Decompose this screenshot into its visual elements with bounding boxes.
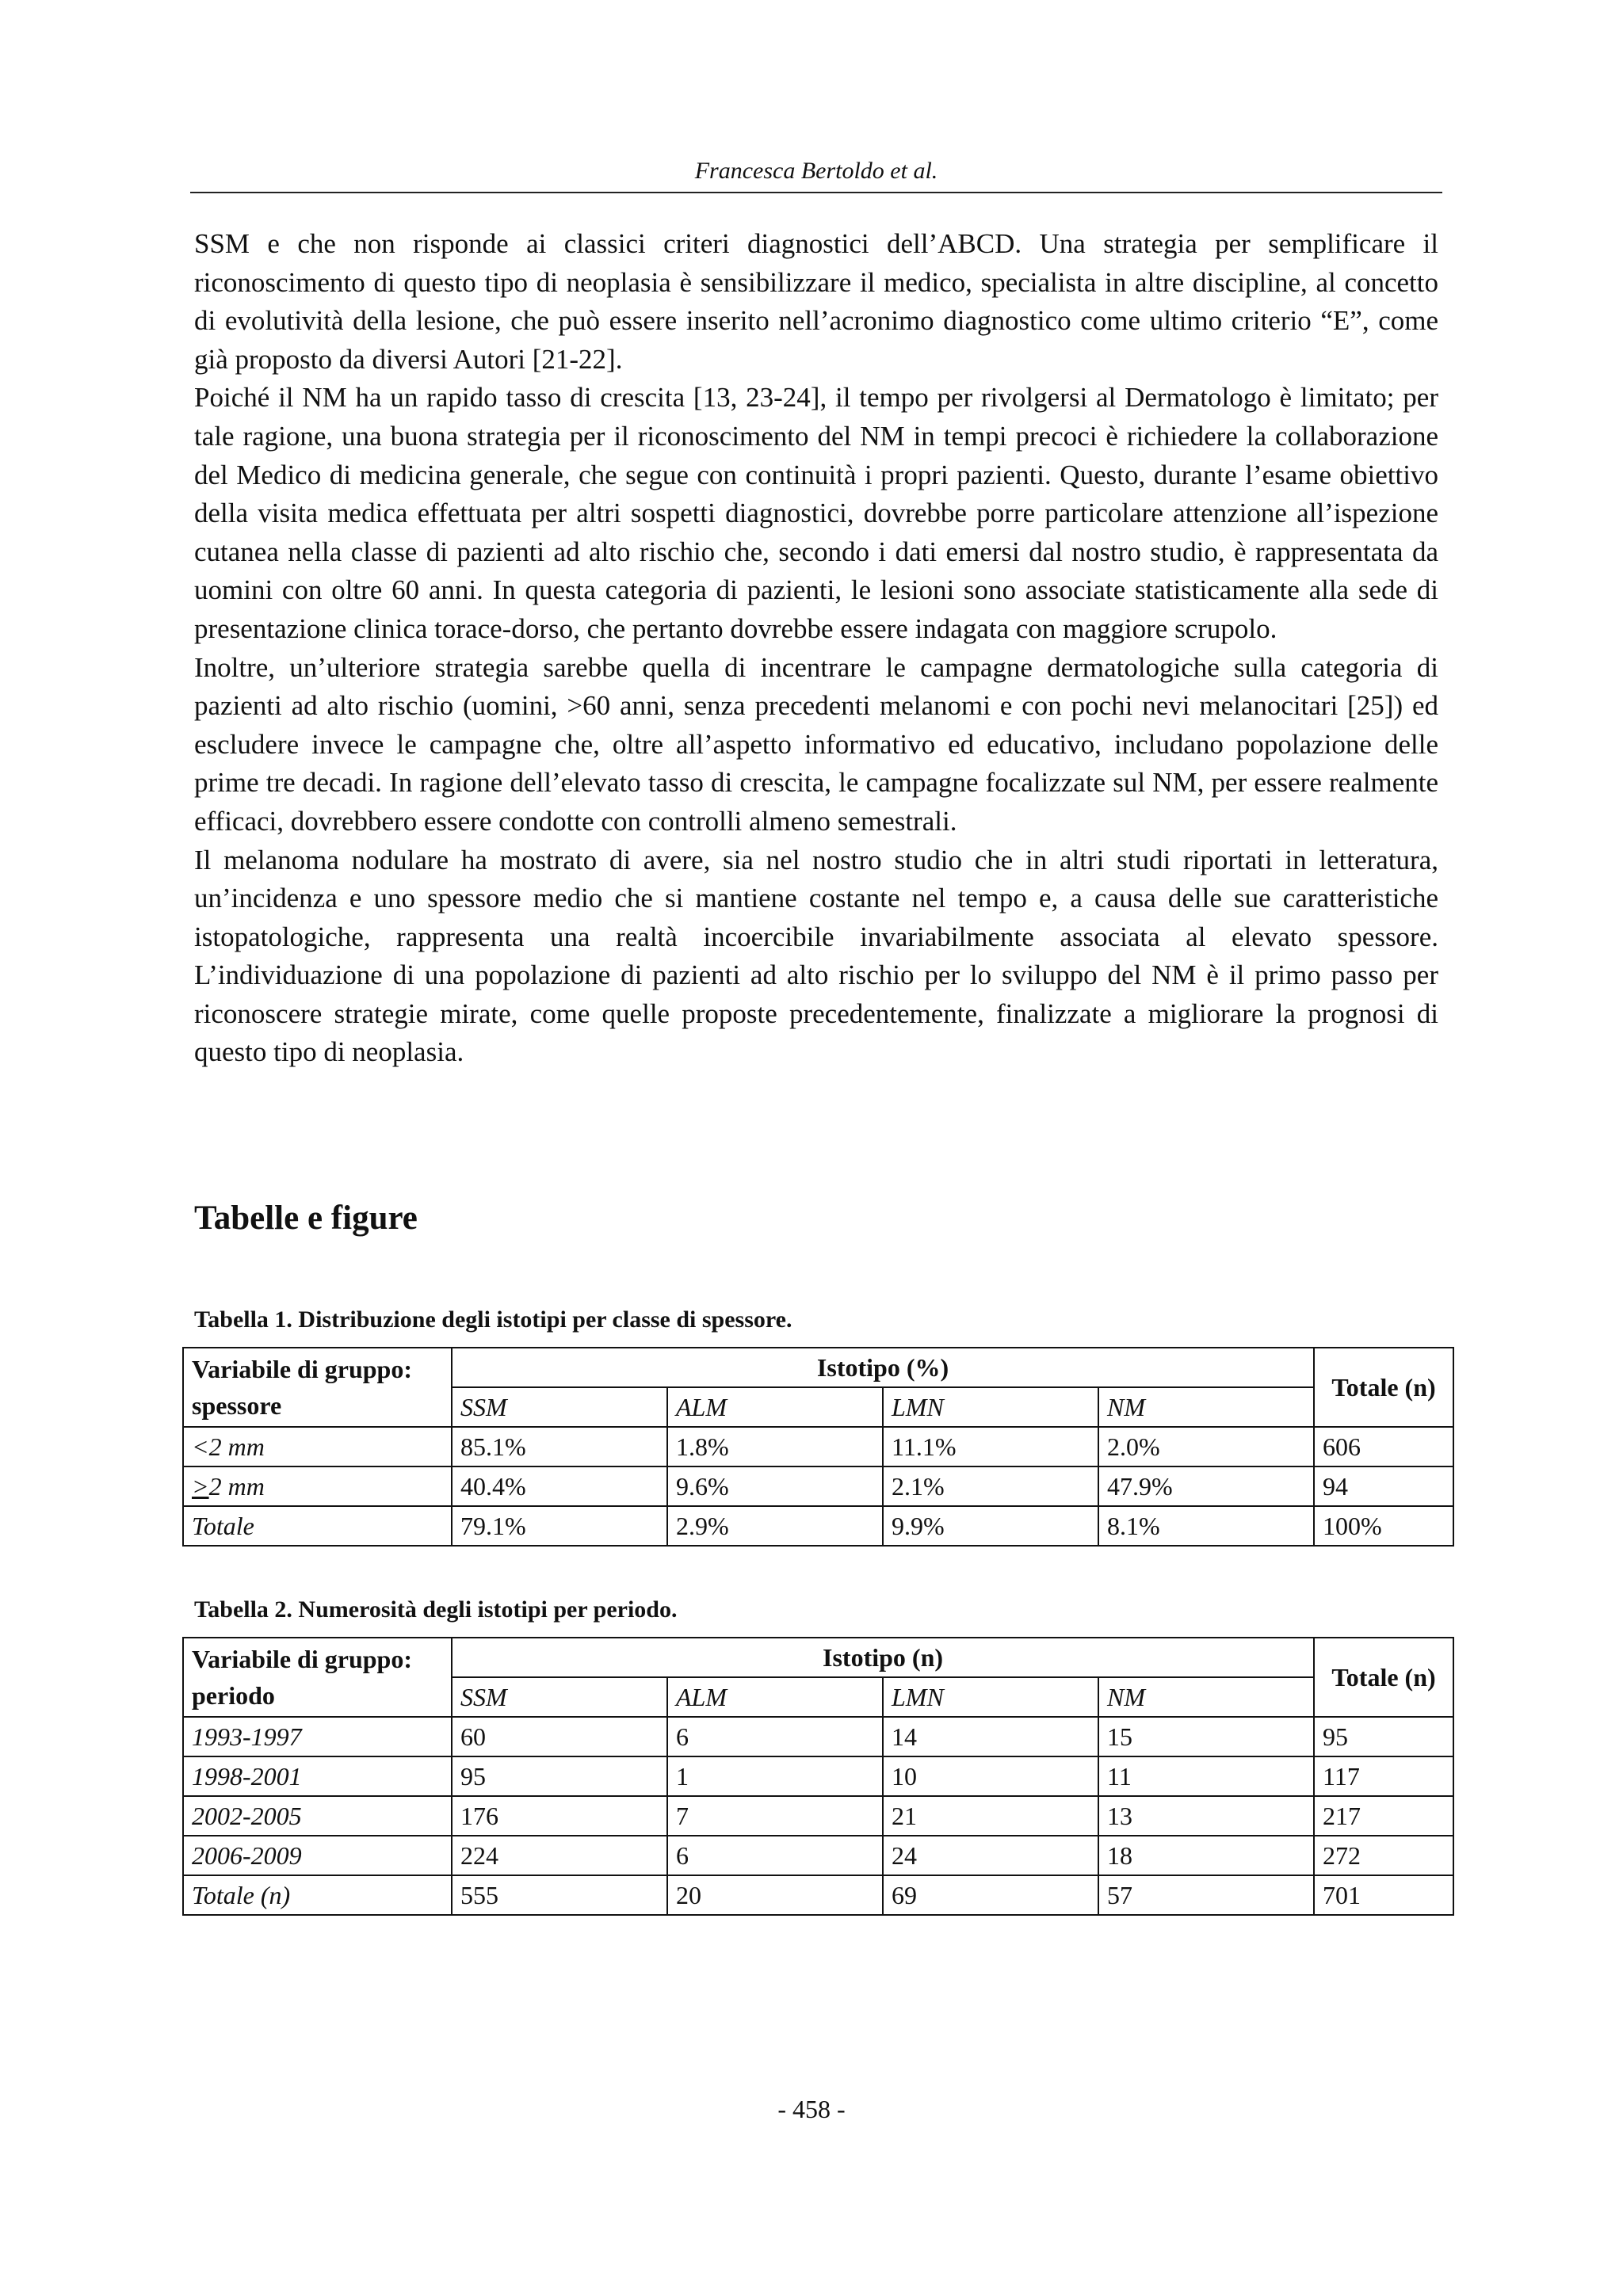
table2-caption: Tabella 2. Numerosità degli istotipi per periodo.	[194, 1596, 678, 1623]
table2-col-alm: ALM	[667, 1677, 883, 1717]
table-cell: 95	[452, 1756, 667, 1796]
table2-group-label	[183, 1638, 452, 1717]
table-cell: 47.9%	[1098, 1466, 1314, 1506]
table-cell: 1	[667, 1756, 883, 1796]
paragraph-1: SSM e che non risponde ai classici criteri diagnostici dell’ABCD. Una strategia per semplificare il riconoscimento di questo tipo di neoplasia è sensibilizzare il medico, specialista in altre discipline, al concetto di evolutività della lesione, che può essere inserito nell’acronimo diagnostico come ultimo criterio “E”, come già proposto da diversi Autori [21-22].	[194, 228, 1438, 375]
table-cell-total: 117	[1314, 1756, 1453, 1796]
running-head: Francesca Bertoldo et al.	[694, 158, 938, 184]
table-cell-total: 100%	[1314, 1506, 1453, 1546]
table-cell: 2.0%	[1098, 1427, 1314, 1466]
table2-group-label-line2: periodo	[192, 1681, 275, 1710]
row-label: Totale	[183, 1506, 452, 1546]
table-cell: 14	[883, 1717, 1098, 1756]
table2-group-label-line1: Variabile di gruppo:	[192, 1645, 412, 1673]
table-row	[183, 1836, 1453, 1875]
section-title: Tabelle e figure	[194, 1199, 418, 1237]
table-cell-total: 217	[1314, 1796, 1453, 1836]
row-label: 2002-2005	[183, 1796, 452, 1836]
table1-col-nm: NM	[1098, 1387, 1314, 1427]
table1-col-lmn: LMN	[883, 1387, 1098, 1427]
table1-col-ssm: SSM	[452, 1387, 667, 1427]
table-cell: 2.9%	[667, 1506, 883, 1546]
table-cell: 555	[452, 1875, 667, 1915]
table-cell: 6	[667, 1717, 883, 1756]
row-label: 1993-1997	[183, 1717, 452, 1756]
table2-totale-header: Totale (n)	[1314, 1638, 1453, 1717]
table-row	[183, 1466, 1453, 1506]
table2-col-nm: NM	[1098, 1677, 1314, 1717]
row-label: Totale (n)	[183, 1875, 452, 1915]
paragraph-4: Il melanoma nodulare ha mostrato di avere, sia nel nostro studio che in altri studi riportati in letteratura, un’incidenza e uno spessore medio che si mantiene costante nel tempo e, a causa delle sue caratteristiche istopatologiche, rappresenta una realtà incoercibile invariabilmente associata al elevato spessore. L’individuazione di una popolazione di pazienti ad alto rischio per lo sviluppo del NM è il primo passo per riconoscere strategie mirate, come quelle proposte precedentemente, finalizzate a migliorare la prognosi di questo tipo di neoplasia.	[194, 844, 1438, 1068]
table-cell: 69	[883, 1875, 1098, 1915]
table-row	[183, 1427, 1453, 1466]
table1	[182, 1347, 1454, 1547]
table-row	[183, 1506, 1453, 1546]
table-cell: 8.1%	[1098, 1506, 1314, 1546]
table-cell: 176	[452, 1796, 667, 1836]
table-cell-total: 606	[1314, 1427, 1453, 1466]
table-cell: 1.8%	[667, 1427, 883, 1466]
table-cell: 224	[452, 1836, 667, 1875]
paragraph-3: Inoltre, un’ulteriore strategia sarebbe quella di incentrare le campagne dermatologiche sulla categoria di pazienti ad alto rischio (uomini, >60 anni, senza precedenti melanomi e con pochi nevi melanocitari [25]) ed escludere invece le campagne che, oltre all’aspetto informativo ed educativo, includano popolazione delle prime tre decadi. In ragione dell’elevato tasso di crescita, le campagne focalizzate sul NM, per essere realmente efficaci, dovrebbero essere condotte con controlli almeno semestrali.	[194, 651, 1438, 837]
table1-group-label-line2: spessore	[192, 1391, 282, 1420]
row-label-text: 2 mm	[208, 1471, 265, 1501]
table-row	[183, 1756, 1453, 1796]
table-cell: 7	[667, 1796, 883, 1836]
row-label: 1998-2001	[183, 1756, 452, 1796]
table-cell: 6	[667, 1836, 883, 1875]
page-number: - 458 -	[777, 2095, 846, 2123]
table1-col-alm: ALM	[667, 1387, 883, 1427]
body-text	[194, 225, 1438, 1072]
table-cell: 40.4%	[452, 1466, 667, 1506]
table-cell: 57	[1098, 1875, 1314, 1915]
table1-group-label-line1: Variabile di gruppo:	[192, 1355, 412, 1383]
table-cell: 18	[1098, 1836, 1314, 1875]
paragraph-2: Poiché il NM ha un rapido tasso di crescita [13, 23-24], il tempo per rivolgersi al Dermatologo è limitato; per tale ragione, una buona strategia per il riconoscimento del NM in tempi precoci è richiedere la collaborazione del Medico di medicina generale, che segue con continuità i propri pazienti. Questo, durante l’esame obiettivo della visita medica effettuata per altri sospetti diagnostici, dovrebbe porre particolare attenzione all’ispezione cutanea nella classe di pazienti ad alto rischio che, secondo i dati emersi dal nostro studio, è rappresentata da uomini con oltre 60 anni. In questa categoria di pazienti, le lesioni sono associate statisticamente alla sede di presentazione clinica torace-dorso, che pertanto dovrebbe essere indagata con maggiore scrupolo.	[194, 382, 1438, 644]
row-label: 2006-2009	[183, 1836, 452, 1875]
table-cell: 60	[452, 1717, 667, 1756]
table-cell: 79.1%	[452, 1506, 667, 1546]
table2-col-ssm: SSM	[452, 1677, 667, 1717]
table-cell-total: 272	[1314, 1836, 1453, 1875]
table-cell: 15	[1098, 1717, 1314, 1756]
table2	[182, 1637, 1454, 1916]
table1-header-row	[183, 1348, 1453, 1387]
table-cell: 13	[1098, 1796, 1314, 1836]
table-row	[183, 1796, 1453, 1836]
table-cell: 11.1%	[883, 1427, 1098, 1466]
table-cell: 11	[1098, 1756, 1314, 1796]
table2-col-lmn: LMN	[883, 1677, 1098, 1717]
table2-istotipo-header: Istotipo (n)	[452, 1638, 1314, 1677]
table1-totale-header: Totale (n)	[1314, 1348, 1453, 1427]
row-label	[183, 1466, 452, 1506]
row-label: <2 mm	[183, 1427, 452, 1466]
table-cell: 20	[667, 1875, 883, 1915]
header-rule	[190, 192, 1442, 193]
table-cell: 85.1%	[452, 1427, 667, 1466]
table-cell: 9.9%	[883, 1506, 1098, 1546]
row-label-prefix: >	[192, 1471, 209, 1501]
table-cell: 9.6%	[667, 1466, 883, 1506]
table-row	[183, 1875, 1453, 1915]
table1-caption: Tabella 1. Distribuzione degli istotipi per classe di spessore.	[194, 1306, 792, 1333]
table-cell: 24	[883, 1836, 1098, 1875]
table-row	[183, 1717, 1453, 1756]
table-cell-total: 94	[1314, 1466, 1453, 1506]
table1-group-label	[183, 1348, 452, 1427]
table-cell: 10	[883, 1756, 1098, 1796]
table-cell-total: 701	[1314, 1875, 1453, 1915]
table2-header-row	[183, 1638, 1453, 1677]
table-cell-total: 95	[1314, 1717, 1453, 1756]
table1-istotipo-header: Istotipo (%)	[452, 1348, 1314, 1387]
table-cell: 21	[883, 1796, 1098, 1836]
table-cell: 2.1%	[883, 1466, 1098, 1506]
